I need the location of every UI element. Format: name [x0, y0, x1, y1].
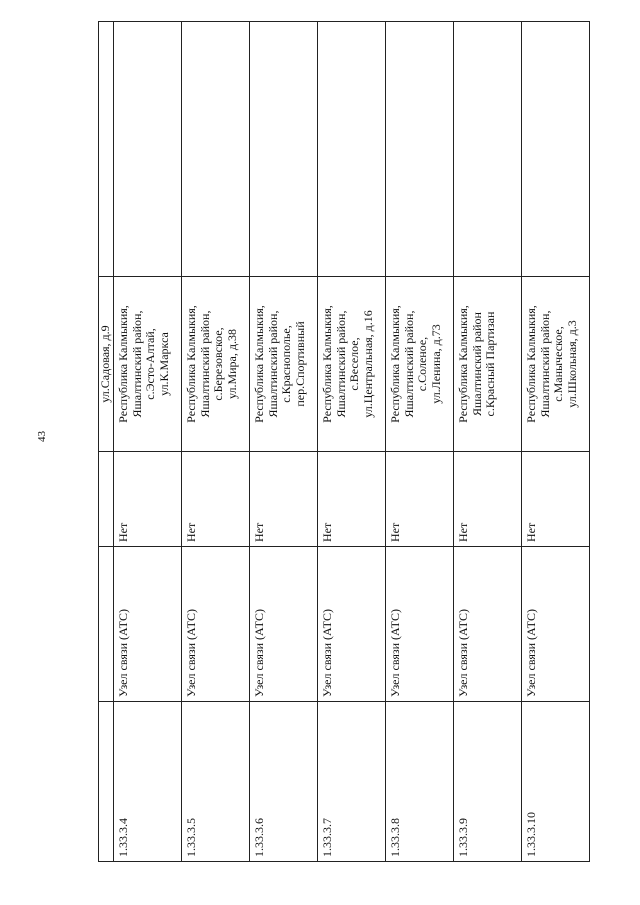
flag-cell: Нет — [181, 452, 249, 547]
number-cell: 1.33.3.4 — [113, 702, 181, 862]
table-row — [317, 22, 385, 862]
number-cell: 1.33.3.8 — [385, 702, 453, 862]
register-table — [98, 21, 590, 862]
table-row — [385, 22, 453, 862]
name-cell: Узел связи (АТС) — [113, 547, 181, 702]
table-row-continued — [99, 22, 114, 862]
empty-cell — [521, 22, 589, 277]
flag-cell: Нет — [385, 452, 453, 547]
rotated-table-area — [98, 22, 578, 862]
empty-cell — [385, 22, 453, 277]
address-cell: Республика Калмыкия, Яшалтинский район, с.Соленое, ул.Ленина, д.73 — [385, 277, 453, 452]
name-cell: Узел связи (АТС) — [453, 547, 521, 702]
name-cell: Узел связи (АТС) — [181, 547, 249, 702]
number-cell: 1.33.3.10 — [521, 702, 589, 862]
number-cell — [99, 702, 114, 862]
empty-cell — [99, 22, 114, 277]
number-cell: 1.33.3.6 — [249, 702, 317, 862]
flag-cell: Нет — [453, 452, 521, 547]
register-table-body — [99, 22, 590, 862]
address-cell: Республика Калмыкия, Яшалтинский район, с.Веселое, ул.Центральная, д.16 — [317, 277, 385, 452]
table-row — [181, 22, 249, 862]
number-cell: 1.33.3.5 — [181, 702, 249, 862]
name-cell: Узел связи (АТС) — [521, 547, 589, 702]
flag-cell: Нет — [317, 452, 385, 547]
empty-cell — [249, 22, 317, 277]
address-cell: ул.Садовая, д.9 — [99, 277, 114, 452]
name-cell: Узел связи (АТС) — [249, 547, 317, 702]
table-row — [113, 22, 181, 862]
name-cell — [99, 547, 114, 702]
number-cell: 1.33.3.9 — [453, 702, 521, 862]
name-cell: Узел связи (АТС) — [385, 547, 453, 702]
flag-cell: Нет — [249, 452, 317, 547]
flag-cell — [99, 452, 114, 547]
empty-cell — [113, 22, 181, 277]
table-row — [249, 22, 317, 862]
address-cell: Республика Калмыкия, Яшалтинский район, с.Березовское, ул.Мира, д.38 — [181, 277, 249, 452]
table-row — [521, 22, 589, 862]
empty-cell — [181, 22, 249, 277]
address-cell: Республика Калмыкия, Яшалтинский район с.Красный Партизан — [453, 277, 521, 452]
flag-cell: Нет — [113, 452, 181, 547]
number-cell: 1.33.3.7 — [317, 702, 385, 862]
address-cell: Республика Калмыкия, Яшалтинский район, с.Маныческое, ул.Школьная, д.3 — [521, 277, 589, 452]
address-cell: Республика Калмыкия, Яшалтинский район, с.Эсто-Алтай, ул.К.Маркса — [113, 277, 181, 452]
flag-cell: Нет — [521, 452, 589, 547]
empty-cell — [317, 22, 385, 277]
table-row — [453, 22, 521, 862]
page-number: 43 — [36, 431, 48, 442]
address-cell: Республика Калмыкия, Яшалтинский район, с.Краснополье, пер.Спортивный — [249, 277, 317, 452]
name-cell: Узел связи (АТС) — [317, 547, 385, 702]
empty-cell — [453, 22, 521, 277]
